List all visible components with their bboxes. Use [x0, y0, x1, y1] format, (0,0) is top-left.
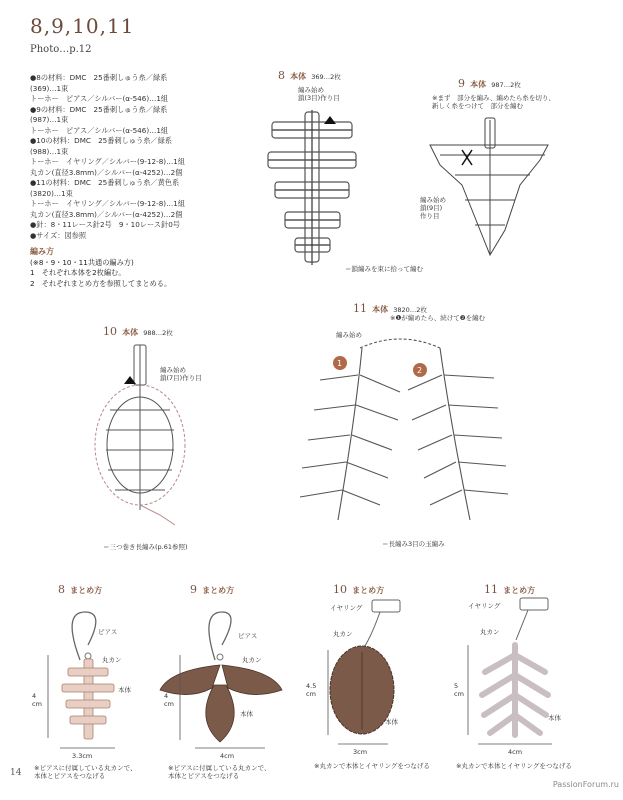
page-title: 8,9,10,11 — [30, 14, 135, 38]
ring-label: 丸カン — [242, 656, 262, 664]
howto-step: 1 それぞれ本体を2枚編む。 — [30, 268, 126, 277]
photo-reference: Photo…p.12 — [30, 44, 92, 55]
assembly-label: まとめ方 — [202, 586, 235, 595]
svg-text:1: 1 — [337, 359, 343, 368]
material-line: (3820)…1束 — [30, 188, 73, 198]
assembly-number: 9 — [190, 583, 197, 596]
howto-note: (※8・9・10・11共通の編み方) — [30, 257, 134, 267]
assembly-11-note: ※丸カンで本体とイヤリングをつなげる — [456, 762, 572, 770]
assembly-9-note: ※ピアスに付属している丸カンで、 本体とピアスをつなげる — [168, 764, 271, 780]
material-line: 丸カン(直径3.8mm)／シルバー(α-4252)…2個 — [30, 209, 183, 219]
earring-label: イヤリング — [330, 604, 363, 612]
diagram-label: 本体 — [470, 80, 487, 89]
height-label: 4 cm — [164, 692, 174, 708]
assembly-number: 10 — [333, 583, 347, 596]
body-label: 本体 — [385, 718, 398, 726]
material-line: ●11の材料：DMC 25番刺しゅう糸／黄色系 — [30, 178, 180, 187]
diagram-label: 本体 — [372, 305, 389, 314]
width-label: 3.3cm — [72, 752, 93, 760]
diagram-number: 9 — [458, 77, 465, 90]
diagram-10-legend: ＝三つ巻き長編み(p.61参照) — [103, 543, 188, 551]
assembly-11-figure — [468, 598, 552, 744]
width-label: 3cm — [353, 748, 368, 756]
body-label: 本体 — [548, 714, 561, 722]
assembly-10-header — [333, 578, 384, 597]
diagram-8-start: 編み始め 鎖(3目)作り目 — [298, 86, 340, 102]
assembly-number: 11 — [484, 583, 498, 596]
material-line: トーホー ピアス／シルバー(α-546)…1組 — [30, 125, 169, 135]
diagram-label: 本体 — [122, 328, 139, 337]
assembly-11-header — [484, 578, 535, 597]
material-line: (988)…1束 — [30, 146, 69, 156]
diagram-9-note: ※まず 部分を編み、編めたら糸を切り、 新しく糸をつけて 部分を編む — [432, 94, 555, 110]
howto-heading: 編み方 — [30, 247, 54, 256]
diagram-label: 本体 — [290, 72, 307, 81]
assembly-8-note: ※ピアスに付属している丸カンで、 本体とピアスをつなげる — [34, 764, 137, 780]
diagram-9-start: 編み始め 鎖(9目) 作り目 — [420, 196, 446, 220]
diagram-number: 11 — [353, 302, 367, 315]
page-number: 14 — [10, 768, 22, 778]
start-marker-icon — [324, 116, 336, 124]
earring-label: イヤリング — [468, 602, 501, 610]
assembly-label: まとめ方 — [503, 586, 536, 595]
diagram-9-header — [458, 72, 521, 91]
height-label: 5 cm — [454, 682, 464, 698]
diagram-8-chart — [268, 110, 356, 265]
howto-step: 2 それぞれまとめ方を参照してまとめる。 — [30, 278, 172, 288]
body-label: 本体 — [240, 710, 253, 718]
diagram-11-note: ※❶が編めたら、続けて❷を編む — [390, 314, 486, 322]
diagram-11-chart — [300, 339, 508, 520]
assembly-label: まとめ方 — [70, 586, 103, 595]
assembly-9-figure — [160, 612, 282, 748]
diagram-number: 10 — [103, 325, 117, 338]
width-label: 4cm — [508, 748, 523, 756]
assembly-label: まとめ方 — [352, 586, 385, 595]
assembly-number: 8 — [58, 583, 65, 596]
diagram-number: 8 — [278, 69, 285, 82]
height-label: 4 cm — [32, 692, 42, 708]
assembly-8-header — [58, 578, 102, 597]
diagram-8-header — [278, 64, 341, 83]
body-label: 本体 — [118, 686, 131, 694]
ring-label: 丸カン — [102, 656, 122, 664]
material-line: ●9の材料：DMC 25番刺しゅう糸／緑系 — [30, 104, 168, 114]
diagram-count: 3820…2枚 — [393, 306, 427, 314]
material-line: トーホー ピアス／シルバー(α-546)…1組 — [30, 94, 169, 103]
material-line: トーホー イヤリング／シルバー(9-12-8)…1組 — [30, 199, 186, 208]
diagram-10-header — [103, 320, 173, 339]
ring-label: 丸カン — [480, 628, 500, 636]
diagram-11-start: 編み始め — [336, 331, 362, 339]
material-line: ●針：8・11レース針2号 9・10レース針0号 — [30, 220, 180, 229]
material-line: ●10の材料：DMC 25番刺しゅう糸／緑系 — [30, 136, 172, 145]
diagram-count: 988…2枚 — [143, 329, 173, 337]
width-label: 4cm — [220, 752, 235, 760]
watermark: PassionForum.ru — [552, 780, 619, 789]
material-line: ●8の材料：DMC 25番刺しゅう糸／緑系 — [30, 73, 168, 82]
assembly-9-header — [190, 578, 234, 597]
diagram-10-start: 編み始め 鎖(7目)作り目 — [160, 366, 202, 382]
pierce-label: ピアス — [238, 632, 258, 640]
material-line: トーホー イヤリング／シルバー(9-12-8)…1組 — [30, 157, 186, 166]
diagram-count: 369…2枚 — [311, 73, 341, 81]
material-line: 丸カン(直径3.8mm)／シルバー(α-4252)…2個 — [30, 167, 183, 177]
material-line: (369)…1束 — [30, 83, 69, 93]
diagram-11-legend: ＝長編み3目の玉編み — [382, 540, 445, 548]
material-line: ●サイズ：図参照 — [30, 230, 87, 240]
material-line: (987)…1束 — [30, 115, 69, 124]
diagram-9-legend: ＝鎖編みを束に拾って編む — [345, 265, 423, 273]
diagram-9-chart — [430, 118, 548, 255]
svg-text:2: 2 — [417, 366, 423, 375]
ring-label: 丸カン — [333, 630, 353, 638]
pierce-label: ピアス — [98, 628, 118, 636]
assembly-10-note: ※丸カンで本体とイヤリングをつなげる — [314, 762, 430, 770]
diagram-count: 987…2枚 — [491, 81, 521, 89]
height-label: 4.5 cm — [306, 682, 317, 698]
